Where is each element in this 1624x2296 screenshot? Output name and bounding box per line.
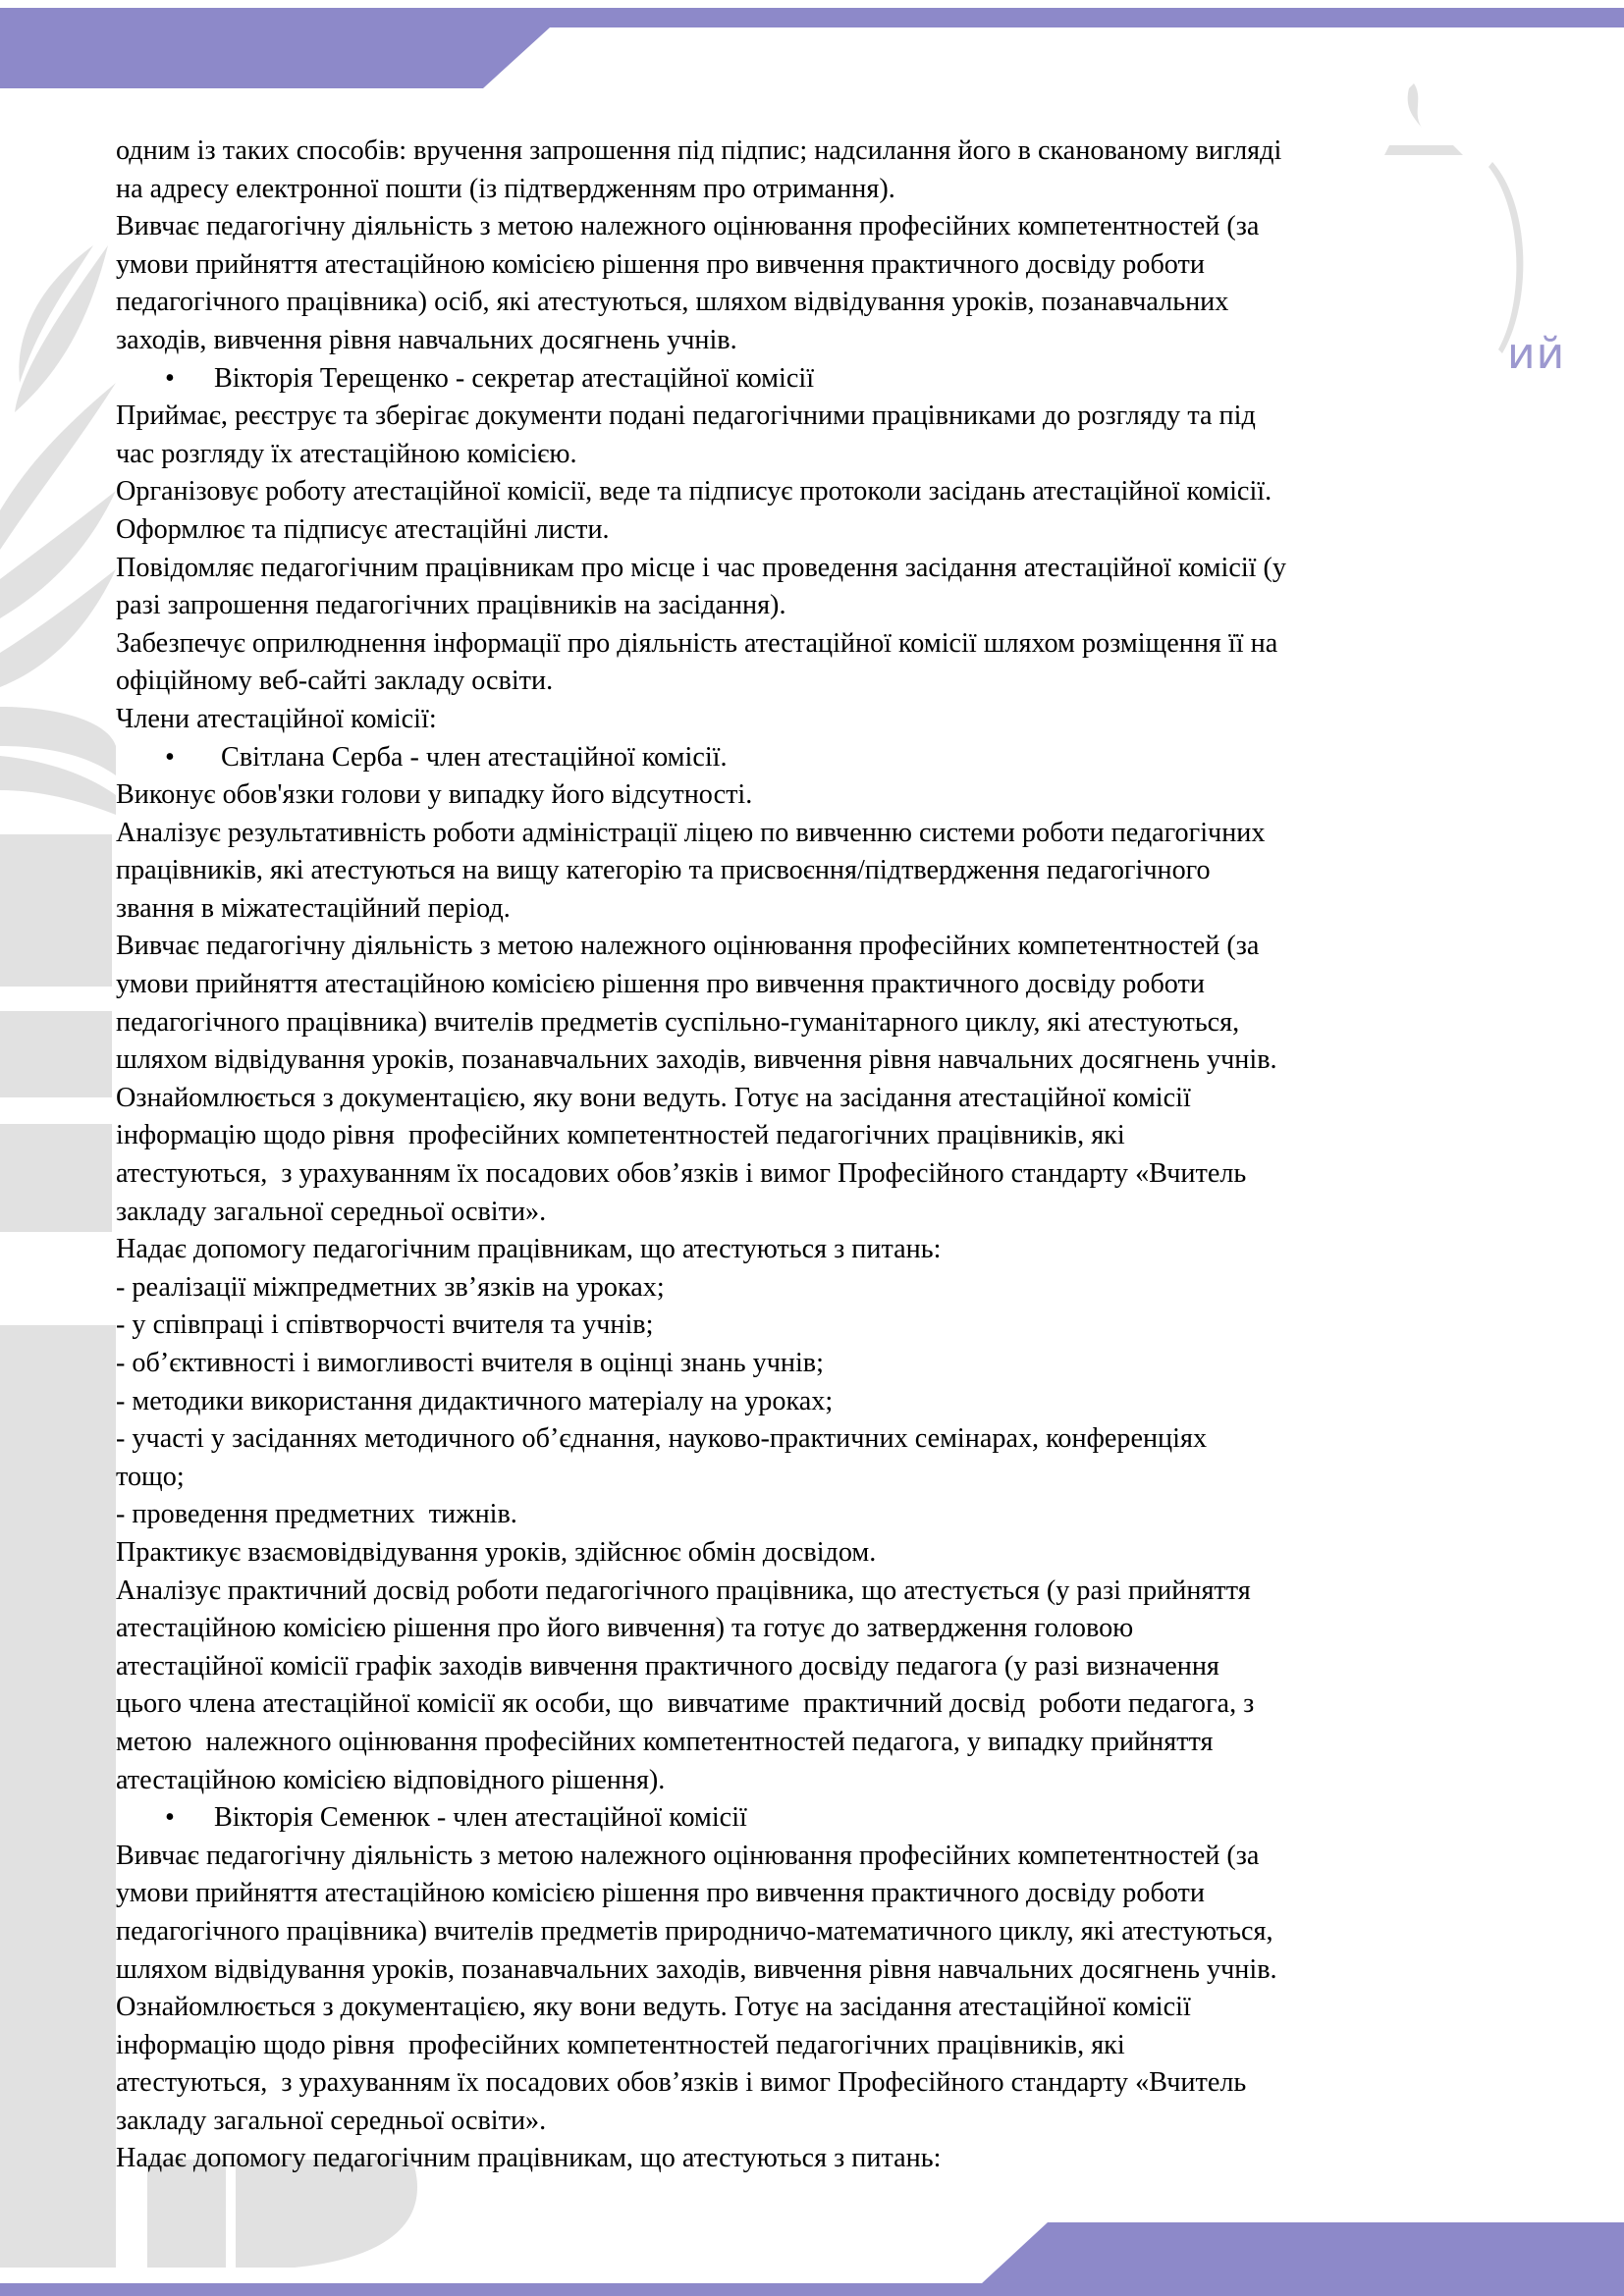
text-line: атестуються, з урахуванням їх посадових обов’язків і вимог Професійного стандарту «Вчитель — [116, 2067, 1247, 2099]
text-line: на адресу електронної пошти (із підтвердженням про отримання). — [116, 173, 895, 204]
text-line: Оформлює та підписує атестаційні листи. — [116, 513, 610, 545]
text-line: закладу загальної середньої освіти». — [116, 1196, 547, 1227]
text-line: атестаційною комісією відповідного рішення). — [116, 1764, 666, 1795]
text-line: Аналізує практичний досвід роботи педагогічного працівника, що атестується (у разі прийняття — [116, 1575, 1251, 1606]
footer-band — [0, 2199, 1624, 2296]
text-line: працівників, які атестуються на вищу категорію та присвоєння/підтвердження педагогічного — [116, 855, 1211, 886]
bullet-item — [116, 360, 1520, 399]
bullet-item — [116, 1799, 1520, 1838]
text-line: Аналізує результативність роботи адміністрації ліцею по вивченню системи роботи педагогічних — [116, 817, 1266, 848]
text-line: Члени атестаційної комісії: — [116, 703, 437, 734]
text-line: Приймає, реєструє та зберігає документи подані педагогічними працівниками до розгляду та під — [116, 400, 1256, 432]
text-line: Вивчає педагогічну діяльність з метою належного оцінювання професійних компетентностей (за — [116, 1840, 1260, 1871]
text-line: разі запрошення педагогічних працівників на засідання). — [116, 590, 786, 621]
text-line: Ознайомлюється з документацією, яку вони ведуть. Готує на засідання атестаційної комісії — [116, 1992, 1191, 2023]
text-line: одним із таких способів: вручення запрошення під підпис; надсилання його в сканованому вигляді — [116, 135, 1282, 166]
text-line: атестаційною комісією рішення про його вивчення) та готує до затвердження головою — [116, 1613, 1134, 1644]
text-line: атестуються, з урахуванням їх посадових обов’язків і вимог Професійного стандарту «Вчитель — [116, 1158, 1247, 1190]
text-line: Ознайомлюється з документацією, яку вони ведуть. Готує на засідання атестаційної комісії — [116, 1082, 1191, 1113]
text-line: шляхом відвідування уроків, позанавчальних заходів, вивчення рівня навчальних досягнень учнів. — [116, 1953, 1277, 1985]
text-line: умови прийняття атестаційною комісією рішення про вивчення практичного досвіду роботи — [116, 969, 1205, 1000]
text-line: педагогічного працівника) осіб, які атестуються, шляхом відвідування уроків, позанавчальних — [116, 287, 1229, 318]
text-line: - об’єктивності і вимогливості вчителя в оцінці знань учнів; — [116, 1348, 824, 1378]
bullet-icon: • — [165, 1802, 175, 1834]
text-line: Повідомляє педагогічним працівникам про місце і час проведення засідання атестаційної комісії (у — [116, 552, 1287, 583]
watermark-block-1 — [0, 834, 112, 987]
text-line: - методики використання дидактичного матеріалу на уроках; — [116, 1385, 834, 1416]
text-line: Організовує роботу атестаційної комісії, веде та підписує протоколи засідань атестаційної комісії. — [116, 476, 1272, 507]
text-line: метою належного оцінювання професійних компетентностей педагога, у випадку прийняття — [116, 1726, 1214, 1757]
text-line: атестаційної комісії графік заходів вивчення практичного досвіду педагога (у разі визначення — [116, 1650, 1219, 1682]
text-line: педагогічного працівника) вчителів предметів природничо-математичного циклу, які атестуються, — [116, 1915, 1273, 1947]
text-line: Надає допомогу педагогічним працівникам, що атестуються з питань: — [116, 2143, 942, 2174]
text-line: Виконує обов'язки голови у випадку його відсутності. — [116, 779, 753, 811]
text-line: звання в міжатестаційний період. — [116, 892, 511, 924]
document-body — [116, 133, 1520, 2178]
text-line: - проведення предметних тижнів. — [116, 1499, 517, 1530]
watermark-block-2 — [0, 1011, 112, 1097]
text-line: Надає допомогу педагогічним працівникам, що атестуються з питань: — [116, 1234, 942, 1265]
bullet-text: Вікторія Семенюк - член атестаційної комісії — [214, 1802, 747, 1834]
text-line: офіційному веб-сайті закладу освіти. — [116, 666, 554, 697]
text-line: - у співпраці і співтворчості вчителя та учнів; — [116, 1309, 654, 1341]
text-line: педагогічного працівника) вчителів предметів суспільно-гуманітарного циклу, які атестуються, — [116, 1006, 1240, 1038]
watermark-block-3 — [0, 1124, 112, 1232]
watermark-sprig-icon — [1408, 83, 1422, 128]
text-line: умови прийняття атестаційною комісією рішення про вивчення практичного досвіду роботи — [116, 248, 1205, 280]
text-line: інформацію щодо рівня професійних компетентностей педагогічних працівників, які — [116, 2029, 1125, 2060]
text-line: тощо; — [116, 1461, 185, 1492]
text-line: Забезпечує оприлюднення інформації про діяльність атестаційної комісії шляхом розміщення її на — [116, 627, 1278, 659]
watermark-block-5 — [29, 1649, 116, 2268]
bullet-text: Світлана Серба - член атестаційної комісії. — [214, 741, 728, 773]
bullet-icon: • — [165, 362, 175, 394]
text-line: заходів, вивчення рівня навчальних досягнень учнів. — [116, 324, 737, 355]
text-line: шляхом відвідування уроків, позанавчальних заходів, вивчення рівня навчальних досягнень учнів. — [116, 1044, 1277, 1076]
text-line: Вивчає педагогічну діяльність з метою належного оцінювання професійних компетентностей (за — [116, 211, 1260, 242]
bullet-icon: • — [165, 741, 175, 773]
text-line: Практикує взаємовідвідування уроків, здійснює обмін досвідом. — [116, 1536, 877, 1568]
footer-band-shape — [0, 2222, 1624, 2296]
text-line: умови прийняття атестаційною комісією рішення про вивчення практичного досвіду роботи — [116, 1878, 1205, 1909]
text-line: цього члена атестаційної комісії як особи, що вивчатиме практичний досвід роботи педагога, з — [116, 1688, 1255, 1720]
text-line: - участі у засіданнях методичного об’єднання, науково-практичних семінарах, конференціях — [116, 1423, 1208, 1455]
text-line: Вивчає педагогічну діяльність з метою належного оцінювання професійних компетентностей (за — [116, 931, 1260, 962]
bullet-item — [116, 739, 1520, 777]
text-line: інформацію щодо рівня професійних компетентностей педагогічних працівників, які — [116, 1120, 1125, 1151]
text-line: час розгляду їх атестаційною комісією. — [116, 438, 577, 469]
watermark-text: ий — [1507, 329, 1566, 379]
text-line: закладу загальної середньої освіти». — [116, 2105, 547, 2136]
text-line: - реалізації міжпредметних зв’язків на уроках; — [116, 1271, 665, 1303]
bullet-text: Вікторія Терещенко - секретар атестаційної комісії — [214, 362, 815, 394]
